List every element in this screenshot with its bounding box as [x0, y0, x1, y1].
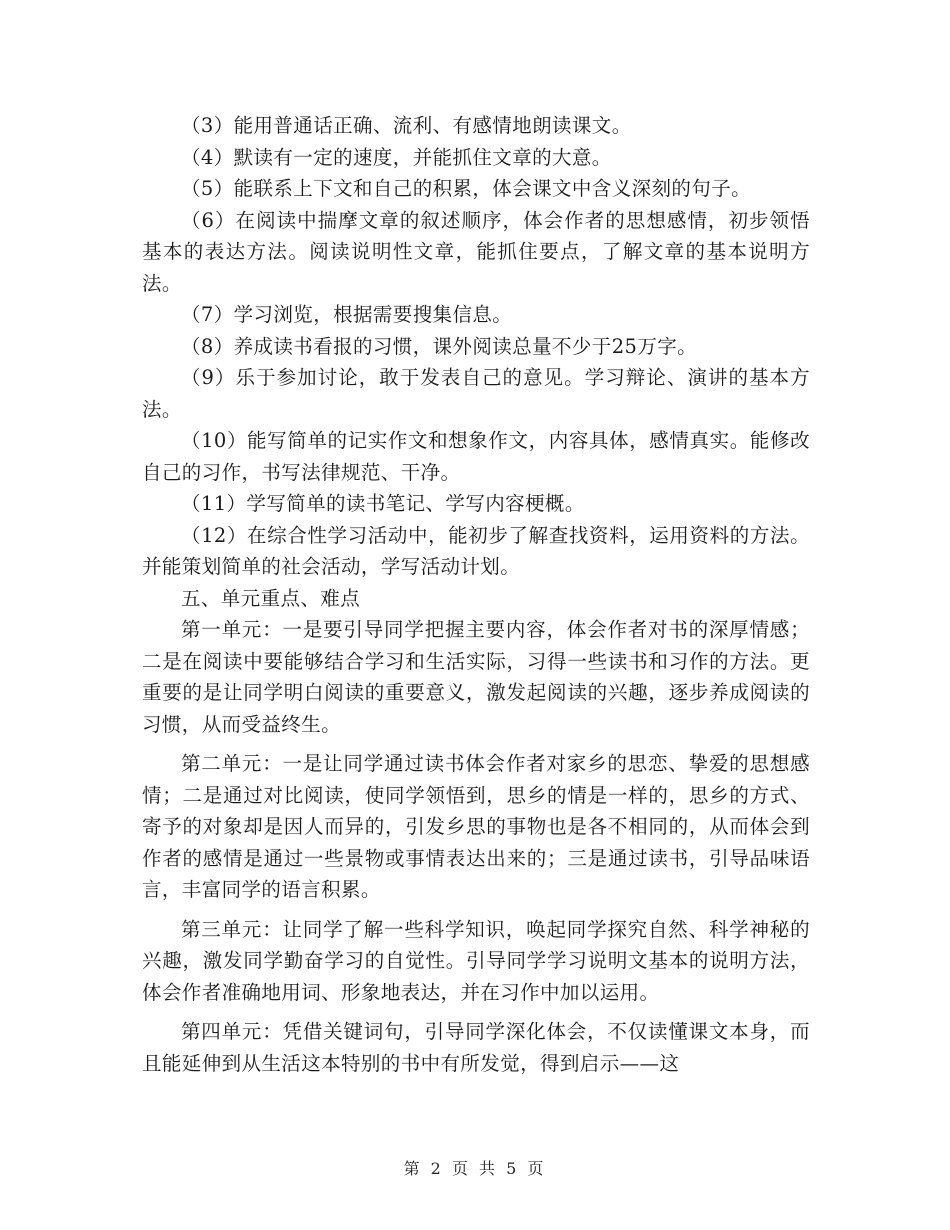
paragraph-item-7: （7）学习浏览，根据需要搜集信息。 [181, 303, 513, 326]
paragraph-item-5: （5）能联系上下文和自己的积累，体会课文中含义深刻的句子。 [181, 177, 752, 200]
paragraph-unit-3: 第三单元：让同学了解一些科学知识，唤起同学探究自然、科学神秘的兴趣，激发同学勤奋学习的自觉性。引导同学学习说明文基本的说明方法，体会作者准确地用词、形象地表达，并在习作中加以运用。 [142, 917, 810, 1004]
document-body [142, 110, 810, 1079]
paragraph-item-4: （4）默读有一定的速度，并能抓住文章的大意。 [181, 145, 612, 169]
page-footer: 第 2 页 共 5 页 [403, 1159, 547, 1178]
paragraph-item-8: （8）养成读书看报的习惯，课外阅读总量不少于25万字。 [181, 334, 698, 358]
paragraph-item-3: （3）能用普通话正确、流利、有感情地朗读课文。 [181, 114, 632, 137]
paragraph-unit-2: 第二单元：一是让同学通过读书体会作者对家乡的思恋、挚爱的思想感情；二是通过对比阅读，使同学领悟到，思乡的情是一样的，思乡的方式、寄予的对象却是因人而异的，引发乡思的事物也是各不相同的，从而体会到作者的感情是通过一些景物或事情表达出来的；三是通过读书，引导品味语言，丰富同学的语言积累。 [142, 752, 810, 901]
paragraph-item-6: （6）在阅读中揣摩文章的叙述顺序，体会作者的思想感情，初步领悟基本的表达方法。阅读说明性文章，能抓住要点，了解文章的基本说明方法。 [142, 208, 810, 295]
paragraph-item-12: （12）在综合性学习活动中，能初步了解查找资料，运用资料的方法。并能策划简单的社会活动，学写活动计划。 [142, 523, 810, 578]
paragraph-item-11: （11）学写简单的读书笔记、学写内容梗概。 [181, 492, 585, 515]
paragraph-item-10: （10）能写简单的记实作文和想象作文，内容具体，感情真实。能修改自己的习作，书写法律规范、干净。 [142, 429, 810, 484]
paragraph-item-9: （9）乐于参加讨论，敢于发表自己的意见。学习辩论、演讲的基本方法。 [142, 366, 810, 421]
paragraph-unit-1: 第一单元：一是要引导同学把握主要内容，体会作者对书的深厚情感；二是在阅读中要能够结合学习和生活实际，习得一些读书和习作的方法。更重要的是让同学明白阅读的重要意义，激发起阅读的兴趣，逐步养成阅读的习惯，从而受益终生。 [142, 618, 810, 736]
section-heading: 五、单元重点、难点 [181, 586, 361, 610]
paragraph-unit-4: 第四单元：凭借关键词句，引导同学深化体会，不仅读懂课文本身，而且能延伸到从生活这本特别的书中有所发觉，得到启示——这 [142, 1020, 810, 1075]
